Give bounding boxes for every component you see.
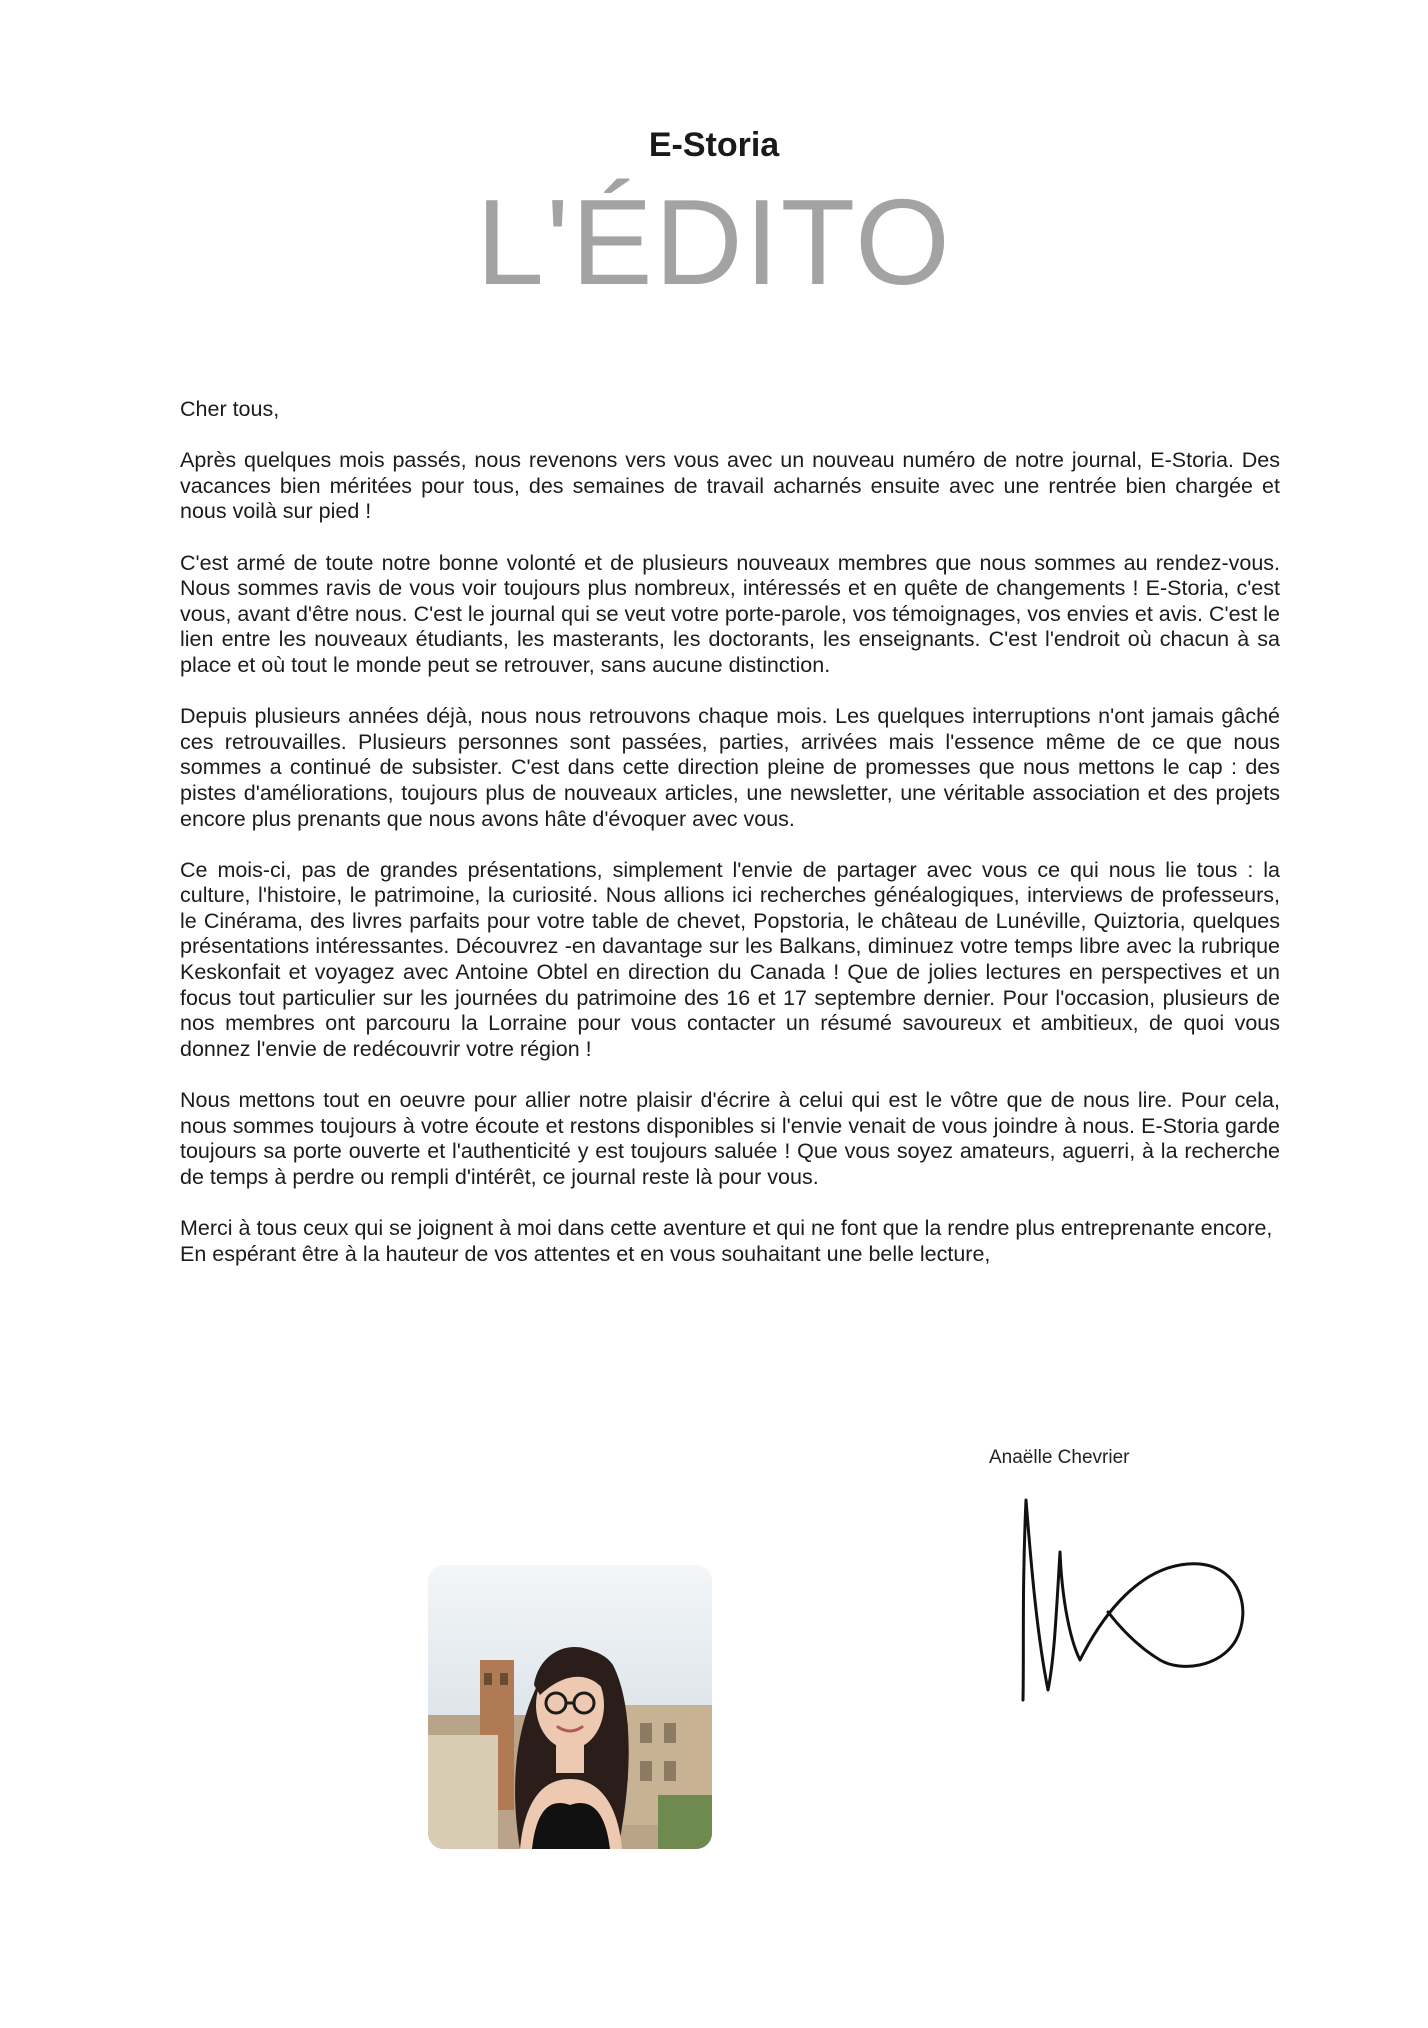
page-title: L'ÉDITO: [476, 174, 952, 310]
paragraph-1: Après quelques mois passés, nous revenons vers vous avec un nouveau numéro de notre journal, E-Storia. Des vacances bien méritées pour tous, des semaines de travail acharnés ensuite avec une rentrée bien chargée et nous voilà sur pied !: [180, 448, 1280, 524]
publication-name: E-Storia: [648, 126, 780, 164]
paragraph-4: Ce mois-ci, pas de grandes présentations, simplement l'envie de partager avec vous ce qui nous lie tous : la culture, l'histoire, le patrimoine, la curiosité. Nous allions ici recherches généalogiques, interviews de professeurs, le Cinérama, des livres parfaits pour votre table de chevet, Popstoria, le château de Lunéville, Quiztoria, quelques présentations intéressantes. Découvrez -en davantage sur les Balkans, diminuez votre temps libre avec la rubrique Keskonfait et voyagez avec Antoine Obtel en direction du Canada ! Que de jolies lectures en perspectives et un focus tout particulier sur les journées du patrimoine des 16 et 17 septembre dernier. Pour l'occasion, plusieurs de nos membres ont parcouru la Lorraine pour vous contacter un résumé savoureux et ambitieux, de quoi vous donnez l'envie de redécouvrir votre région !: [180, 857, 1280, 1061]
closing-line-2: En espérant être à la hauteur de vos attentes et en vous souhaitant une belle lecture,: [180, 1241, 991, 1266]
closing-paragraph: [180, 1216, 1280, 1267]
author-name: Anaëlle Chevrier: [989, 1447, 1130, 1468]
paragraph-2: C'est armé de toute notre bonne volonté et de plusieurs nouveaux membres que nous sommes au rendez-vous. Nous sommes ravis de vous voir toujours plus nombreux, intéressés et en quête de changements ! E-Storia, c'est vous, avant d'être nous. C'est le journal qui se veut votre porte-parole, vos témoignages, vos envies et avis. C'est le lien entre les nouveaux étudiants, les masterants, les doctorants, les enseignants. C'est l'endroit où chacun à sa place et où tout le monde peut se retrouver, sans aucune distinction.: [180, 550, 1280, 677]
author-signature: [1010, 1490, 1260, 1720]
author-photo: [428, 1565, 712, 1849]
editorial-body: [180, 397, 1280, 1267]
paragraph-3: Depuis plusieurs années déjà, nous nous retrouvons chaque mois. Les quelques interruptions n'ont jamais gâché ces retrouvailles. Plusieurs personnes sont passées, parties, arrivées mais l'essence même de ce que nous sommes a continué de subsister. C'est dans cette direction pleine de promesses que nous mettons le cap : des pistes d'améliorations, toujours plus de nouveaux articles, une newsletter, une véritable association et des projets encore plus prenants que nous avons hâte d'évoquer avec vous.: [180, 704, 1280, 831]
closing-line-1: Merci à tous ceux qui se joignent à moi dans cette aventure et qui ne font que la rendre plus entreprenante encore,: [180, 1216, 1273, 1240]
paragraph-5: Nous mettons tout en oeuvre pour allier notre plaisir d'écrire à celui qui est le vôtre que de nous lire. Pour cela, nous sommes toujours à votre écoute et restons disponibles si l'envie venait de vous joindre à nous. E-Storia garde toujours sa porte ouverte et l'authenticité y est toujours saluée ! Que vous soyez amateurs, aguerri, à la recherche de temps à perdre ou rempli d'intérêt, ce journal reste là pour vous.: [180, 1088, 1280, 1189]
salutation: Cher tous,: [180, 397, 280, 421]
